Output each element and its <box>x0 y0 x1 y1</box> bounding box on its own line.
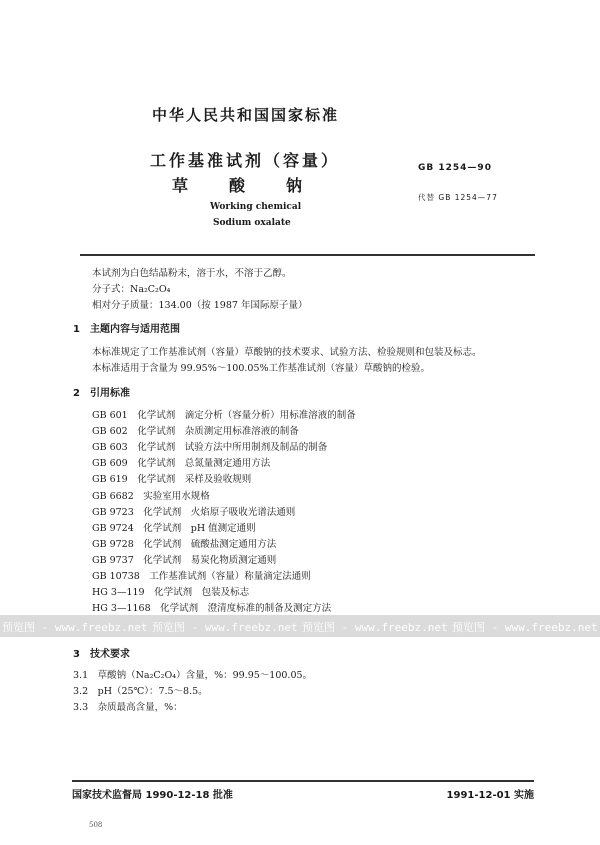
reference-standard: GB 9728 化学试剂 硫酸盐测定通用方法 <box>92 538 277 550</box>
reference-standard: GB 9723 化学试剂 火焰原子吸收光谱法通则 <box>92 506 296 518</box>
intro-line: 本试剂为白色结晶粉末，溶于水，不溶于乙醇。 <box>92 268 292 279</box>
requirement-item: 3.1 草酸钠（Na₂C₂O₄）含量，%：99.95～100.05。 <box>73 670 313 681</box>
reference-standard: GB 6682 实验室用水规格 <box>92 490 210 502</box>
reference-standard: GB 602 化学试剂 杂质测定用标准溶液的制备 <box>92 426 299 438</box>
intro-line: 分子式：Na₂C₂O₄ <box>92 284 171 295</box>
intro-line: 相对分子质量：134.00（按 1987 年国际原子量） <box>92 300 308 311</box>
section-3-heading: 3 技术要求 <box>73 649 130 660</box>
reference-standard: HG 3—1168 化学试剂 澄清度标准的制备及测定方法 <box>92 603 332 615</box>
watermark-text: 预览图 - www.freebz.net <box>2 621 148 634</box>
reference-standard: GB 9737 化学试剂 易炭化物质测定通则 <box>92 554 277 566</box>
title-en-line2: Sodium oxalate <box>213 218 291 228</box>
reference-standard: GB 603 化学试剂 试验方法中所用制剂及制品的制备 <box>92 442 328 454</box>
title-cn-line1: 工作基准试剂（容量） <box>150 151 341 170</box>
replaces-standard: 代替 GB 1254—77 <box>418 193 498 202</box>
effective-date: 1991-12-01 实施 <box>446 790 534 801</box>
footer-divider <box>72 780 534 782</box>
requirement-item: 3.3 杂质最高含量，%： <box>73 702 183 713</box>
standard-number: GB 1254—90 <box>418 163 492 173</box>
approval-date: 国家技术监督局 1990-12-18 批准 <box>72 790 233 801</box>
header-divider <box>80 254 535 256</box>
section-1-paragraph: 本标准规定了工作基准试剂（容量）草酸钠的技术要求、试验方法、检验规则和包装及标志。 <box>92 347 482 358</box>
requirement-item: 3.2 pH（25℃）：7.5～8.5。 <box>73 686 208 697</box>
page-number: 508 <box>89 821 103 829</box>
watermark-text: 预览图 - www.freebz.net <box>152 621 298 634</box>
watermark-text: 预览图 - www.freebz.net <box>302 621 448 634</box>
section-1-heading: 1 主题内容与适用范围 <box>73 324 180 335</box>
reference-standard: GB 609 化学试剂 总氮量测定通用方法 <box>92 458 271 470</box>
reference-standard: GB 619 化学试剂 采样及验收规则 <box>92 474 252 486</box>
title-cn-line2: 草 酸 钠 <box>172 176 306 195</box>
section-1-paragraph: 本标准适用于含量为 99.95%～100.05%工作基准试剂（容量）草酸钠的检验。 <box>92 363 431 374</box>
country-standard-heading: 中华人民共和国国家标准 <box>152 106 340 124</box>
reference-standard: GB 601 化学试剂 滴定分析（容量分析）用标准溶液的制备 <box>92 410 356 421</box>
reference-standard: GB 10738 工作基准试剂（容量）称量滴定法通则 <box>92 571 311 582</box>
watermark-text: 预览图 - www.freebz.net <box>452 621 598 634</box>
section-2-heading: 2 引用标准 <box>73 388 130 399</box>
title-en-line1: Working chemical <box>210 202 302 212</box>
reference-standard: GB 9724 化学试剂 pH 值测定通则 <box>92 522 256 534</box>
reference-standard: HG 3—119 化学试剂 包装及标志 <box>92 587 250 599</box>
